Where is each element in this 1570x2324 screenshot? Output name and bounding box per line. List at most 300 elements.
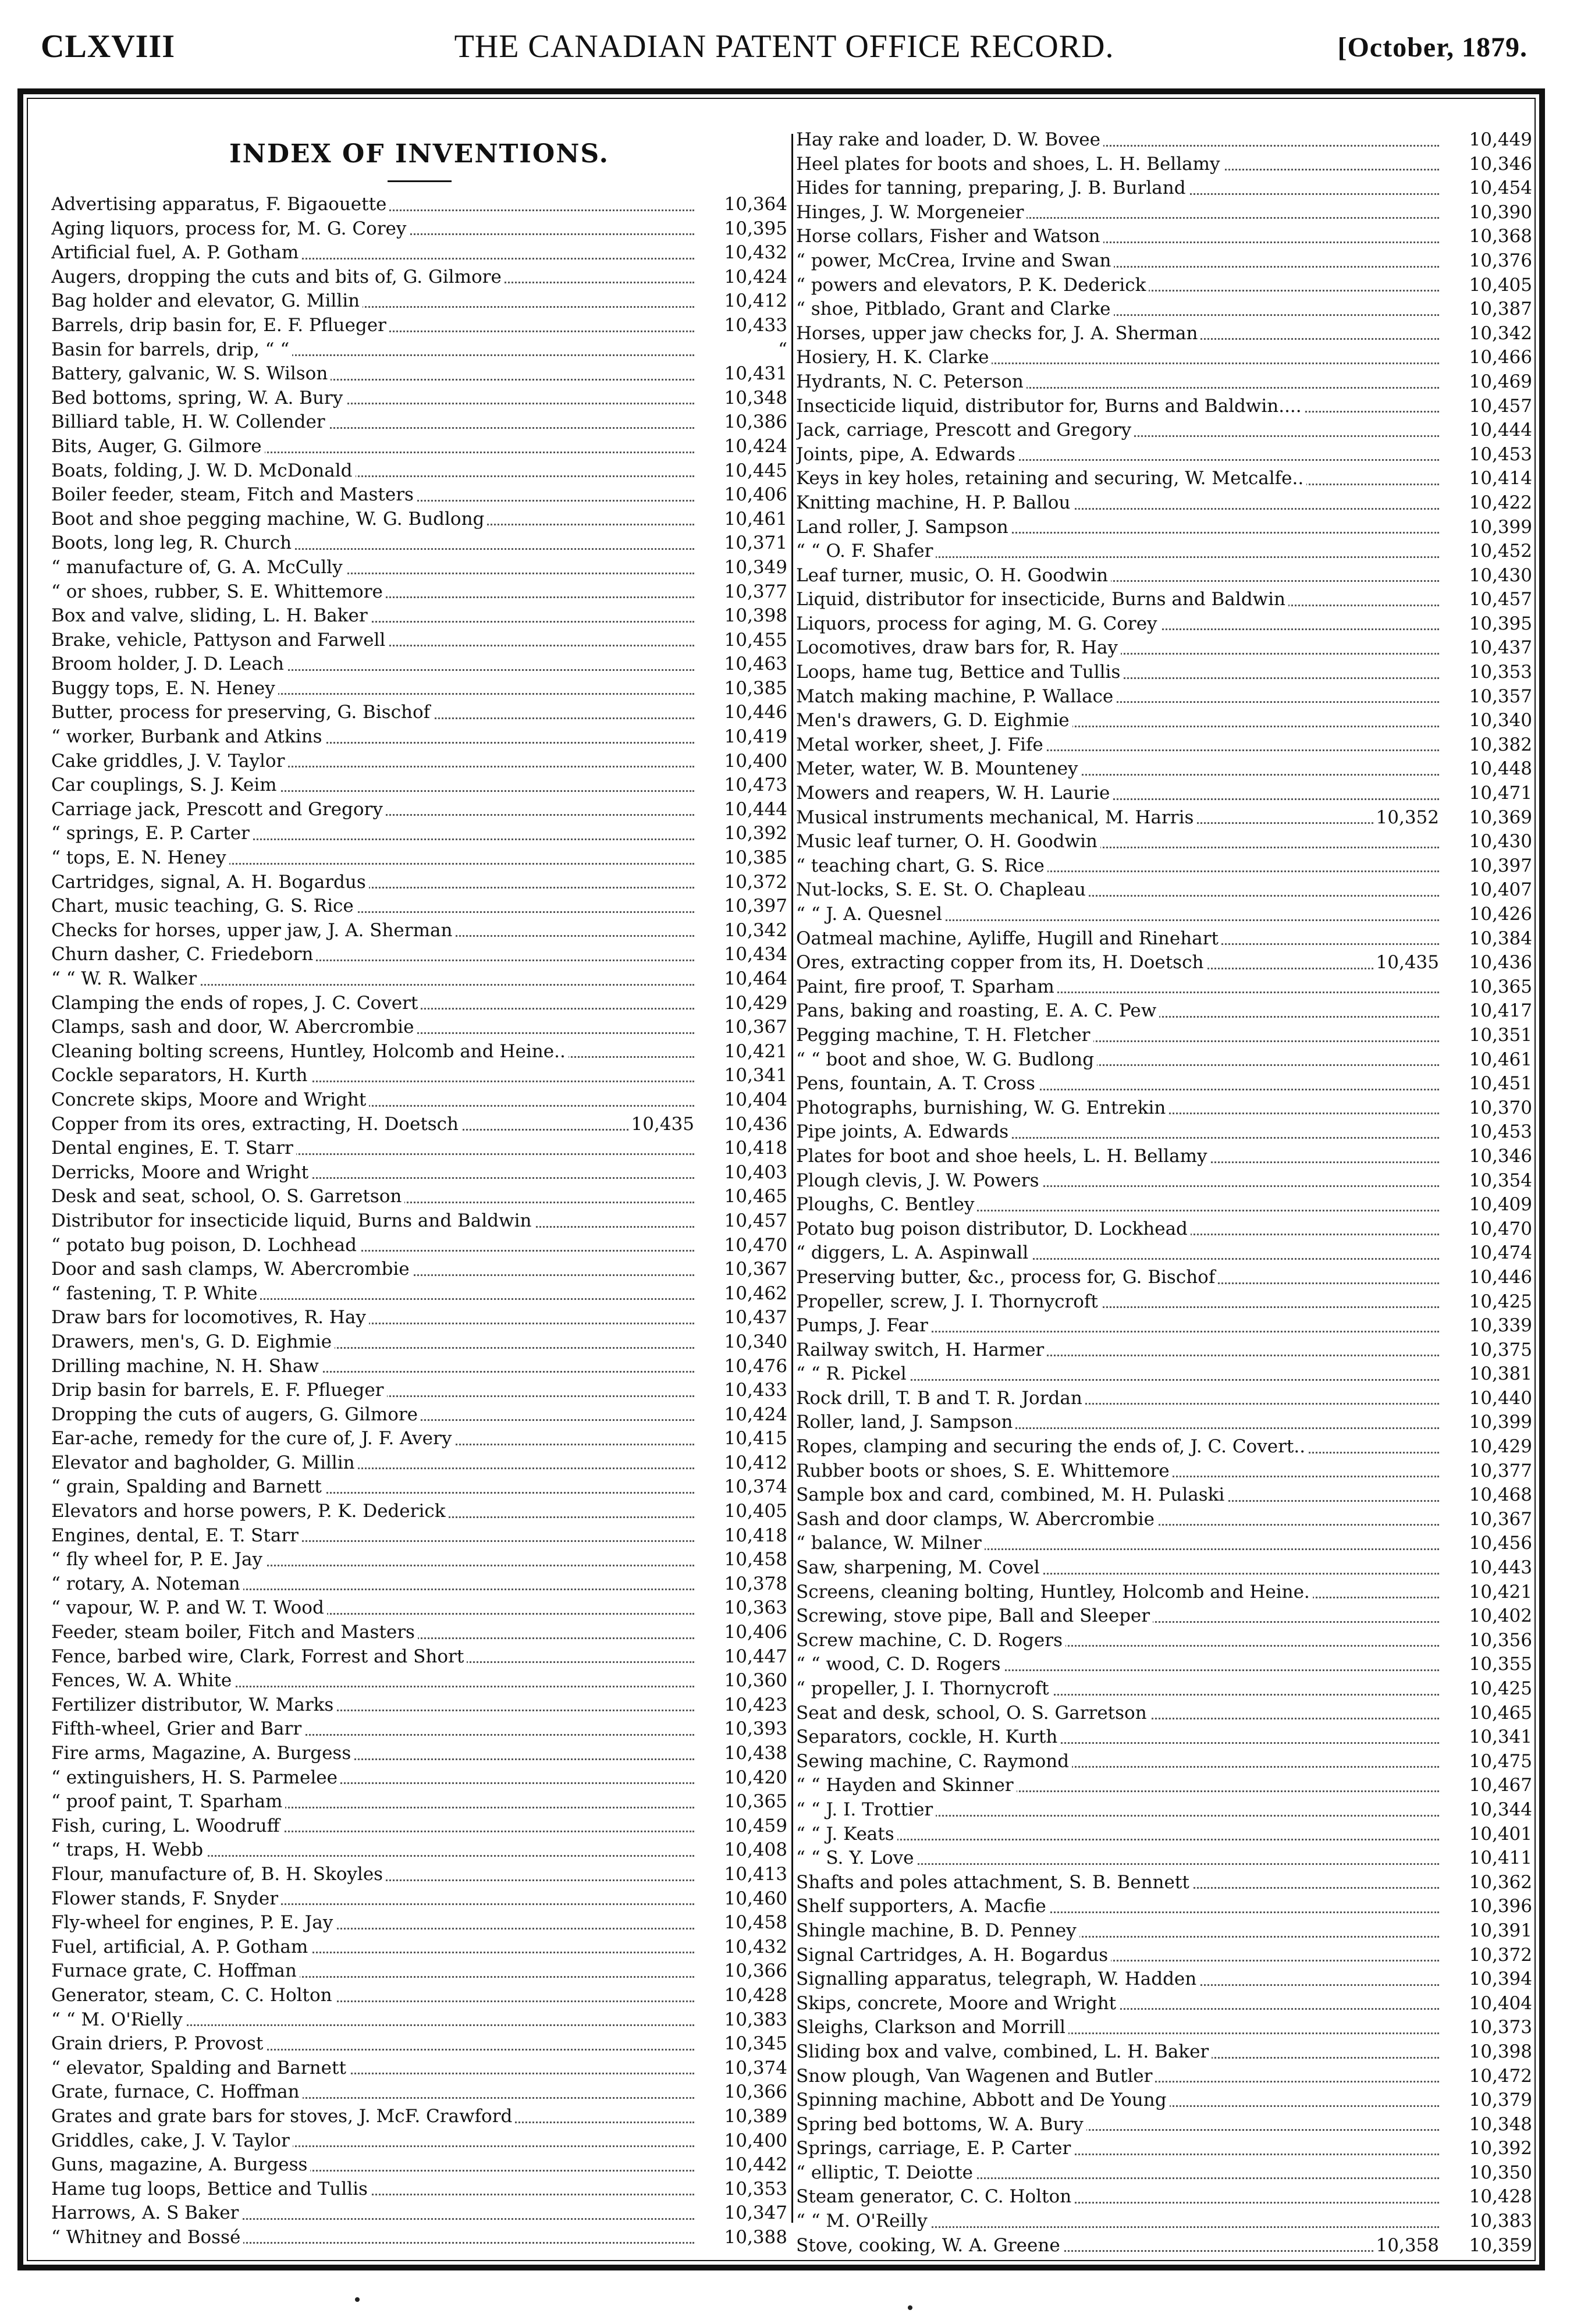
entry-title: Spring bed bottoms, W. A. Bury <box>796 2114 1086 2135</box>
entry-patent-number: 10,430 <box>1443 830 1532 854</box>
index-entry <box>796 612 1532 637</box>
index-entry <box>51 483 787 507</box>
entry-patent-number: 10,423 <box>698 1693 787 1718</box>
entry-patent-number: 10,448 <box>1443 757 1532 781</box>
entry-patent-number: 10,472 <box>1443 2064 1532 2089</box>
entry-patent-number: 10,414 <box>1443 467 1532 491</box>
index-entry <box>51 362 787 386</box>
entry-title: Ores, extracting copper from its, H. Doetsch <box>796 952 1206 973</box>
index-entry <box>51 2008 787 2032</box>
entry-title: Flower stands, F. Snyder <box>51 1888 281 1909</box>
entry-title: “ “ M. O'Reilly <box>796 2211 930 2231</box>
entry-patent-number: 10,413 <box>698 1863 787 1887</box>
index-entry <box>51 798 787 822</box>
index-entry <box>796 1871 1532 1895</box>
index-entry <box>796 225 1532 249</box>
entry-patent-number: 10,350 <box>1443 2161 1532 2186</box>
entry-patent-number: 10,433 <box>698 314 787 338</box>
publication-title: THE CANADIAN PATENT OFFICE RECORD. <box>454 29 1114 65</box>
entry-title: Checks for horses, upper jaw, J. A. Sherman <box>51 920 455 941</box>
entry-title: Separators, cockle, H. Kurth <box>796 1726 1060 1747</box>
entry-title: “ “ O. F. Shafer <box>796 541 936 562</box>
entry-patent-number: 10,428 <box>1443 2185 1532 2209</box>
index-entry <box>796 685 1532 709</box>
index-entry <box>51 725 787 749</box>
entry-title: “ springs, E. P. Carter <box>51 823 253 844</box>
index-entry <box>51 2201 787 2226</box>
entry-title: Churn dasher, C. Friedeborn <box>51 944 316 965</box>
entry-patent-number: 10,418 <box>698 1524 787 1548</box>
index-entry <box>51 1621 787 1645</box>
entry-title: Potato bug poison distributor, D. Lockhead <box>796 1218 1191 1239</box>
entry-patent-number: 10,357 <box>1443 685 1532 709</box>
issue-date: [October, 1879. <box>1337 32 1528 63</box>
index-entry <box>51 1161 787 1185</box>
page-number: CLXVIII <box>41 29 176 65</box>
index-entry <box>796 1750 1532 1774</box>
index-entry <box>796 2137 1532 2161</box>
index-entry <box>796 152 1532 177</box>
entry-title: Flour, manufacture of, B. H. Skoyles <box>51 1864 386 1885</box>
entry-title: Sliding box and valve, combined, L. H. Baker <box>796 2041 1212 2062</box>
entry-patent-number: 10,476 <box>698 1355 787 1379</box>
index-entry <box>51 2105 787 2129</box>
entry-title: Fuel, artificial, A. P. Gotham <box>51 1936 311 1957</box>
index-entry <box>796 1701 1532 1726</box>
entry-patent-number: 10,400 <box>698 749 787 774</box>
entry-title: Barrels, drip basin for, E. F. Pflueger <box>51 315 389 336</box>
entry-patent-number: 10,351 <box>1443 1024 1532 1048</box>
entry-title: Seat and desk, school, O. S. Garretson <box>796 1703 1150 1724</box>
entry-patent-number: 10,445 <box>698 459 787 484</box>
index-entry <box>51 1742 787 1766</box>
right-column <box>796 128 1532 2258</box>
index-entry <box>796 370 1532 395</box>
index-entry <box>796 1266 1532 1290</box>
entry-title: “ “ wood, C. D. Rogers <box>796 1654 1004 1675</box>
entry-patent-number: 10,412 <box>698 1451 787 1476</box>
entry-title: “ Whitney and Bossé <box>51 2227 243 2248</box>
entry-patent-number: 10,428 <box>698 1984 787 2008</box>
entry-patent-number: 10,406 <box>698 483 787 507</box>
index-entry <box>796 927 1532 951</box>
index-entry <box>51 1064 787 1088</box>
entry-patent-number: 10,446 <box>698 701 787 725</box>
entry-patent-number: 10,463 <box>698 652 787 677</box>
entry-title: Ploughs, C. Bentley <box>796 1194 977 1215</box>
entry-title: Desk and seat, school, O. S. Garretson <box>51 1186 404 1207</box>
entry-patent-number: 10,419 <box>698 725 787 749</box>
entry-patent-number: 10,421 <box>1443 1580 1532 1605</box>
entry-patent-number: 10,440 <box>1443 1387 1532 1411</box>
entry-patent-number: 10,462 <box>698 1282 787 1306</box>
index-entry <box>51 628 787 653</box>
entry-patent-number: 10,442 <box>698 2153 787 2177</box>
index-entry <box>51 1257 787 1282</box>
entry-title: Sleighs, Clarkson and Morrill <box>796 2017 1068 2038</box>
index-entry <box>796 539 1532 564</box>
index-entry <box>796 2161 1532 2186</box>
entry-patent-number: 10,425 <box>1443 1677 1532 1701</box>
entry-title: Saw, sharpening, M. Covel <box>796 1557 1043 1578</box>
entry-patent-number: 10,415 <box>698 1427 787 1451</box>
entry-patent-number: 10,369 <box>1443 806 1532 830</box>
left-entries <box>51 193 787 2250</box>
entry-title: Aging liquors, process for, M. G. Corey <box>51 218 409 239</box>
index-entry <box>51 1234 787 1258</box>
index-entry <box>796 1508 1532 1532</box>
index-entry <box>796 1895 1532 1919</box>
index-entry <box>796 176 1532 201</box>
entry-title: Drawers, men's, G. D. Eighmie <box>51 1331 335 1352</box>
entry-patent-number: 10,461 <box>1443 1048 1532 1072</box>
entry-title: Preserving butter, &c., process for, G. Bischof <box>796 1267 1218 1288</box>
index-entry <box>796 1580 1532 1605</box>
entry-patent-number: 10,436 <box>698 1113 787 1137</box>
index-entry <box>51 1814 787 1839</box>
entry-title: Oatmeal machine, Ayliffe, Hugill and Rinehart <box>796 928 1221 949</box>
entry-title: Fifth-wheel, Grier and Barr <box>51 1718 304 1739</box>
entry-patent-number: 10,421 <box>698 1040 787 1064</box>
entry-patent-number: 10,367 <box>1443 1508 1532 1532</box>
entry-title: “ elevator, Spalding and Barnett <box>51 2058 349 2078</box>
entry-title: Joints, pipe, A. Edwards <box>796 444 1018 465</box>
index-entry <box>51 1330 787 1355</box>
entry-title: Paint, fire proof, T. Sparham <box>796 976 1057 997</box>
entry-title: Insecticide liquid, distributor for, Burns and Baldwin.... <box>796 396 1305 417</box>
index-entry <box>51 1209 787 1234</box>
entry-title: Fence, barbed wire, Clark, Forrest and Short <box>51 1646 467 1667</box>
entry-title: Mowers and reapers, W. H. Laurie <box>796 783 1113 804</box>
entry-title: Knitting machine, H. P. Ballou <box>796 492 1073 513</box>
index-entry <box>51 289 787 314</box>
entry-title: Engines, dental, E. T. Starr <box>51 1525 301 1546</box>
entry-patent-number: 10,433 <box>698 1378 787 1403</box>
index-entry <box>796 1314 1532 1338</box>
entry-patent-number: 10,390 <box>1443 201 1532 225</box>
entry-patent-number: 10,475 <box>1443 1750 1532 1774</box>
index-entry <box>796 297 1532 322</box>
index-entry <box>51 652 787 677</box>
entry-title: Hinges, J. W. Morgeneier <box>796 202 1026 223</box>
entry-patent-number: 10,366 <box>698 2080 787 2105</box>
entry-title: Cockle separators, H. Kurth <box>51 1065 311 1086</box>
index-entry <box>796 1556 1532 1580</box>
index-entry <box>51 1645 787 1669</box>
index-entry <box>51 2032 787 2056</box>
entry-patent-number: 10,370 <box>1443 1096 1532 1121</box>
entry-title: Musical instruments mechanical, M. Harris <box>796 807 1196 828</box>
index-entry <box>796 2016 1532 2040</box>
inner-border <box>27 98 1536 2261</box>
index-entry <box>51 580 787 605</box>
index-entry <box>796 1629 1532 1653</box>
entry-title: Boats, folding, J. W. D. McDonald <box>51 460 356 481</box>
entry-title: Dental engines, E. T. Starr <box>51 1138 296 1159</box>
index-entry <box>796 1919 1532 1943</box>
entry-title: Pipe joints, A. Edwards <box>796 1121 1011 1142</box>
index-entry <box>796 491 1532 516</box>
entry-patent-number: 10,457 <box>698 1209 787 1234</box>
index-entry <box>796 1653 1532 1677</box>
entry-title: “ “ J. A. Quesnel <box>796 904 945 925</box>
entry-patent-number: 10,437 <box>1443 636 1532 660</box>
entry-title: “ fastening, T. P. White <box>51 1283 260 1304</box>
entry-title: Men's drawers, G. D. Eighmie <box>796 710 1072 731</box>
entry-title: “ vapour, W. P. and W. T. Wood <box>51 1597 327 1618</box>
entry-patent-number: 10,444 <box>698 798 787 822</box>
index-entry <box>51 1355 787 1379</box>
index-entry <box>796 854 1532 879</box>
entry-patent-number: 10,360 <box>698 1669 787 1693</box>
entry-patent-number: 10,366 <box>698 1959 787 1984</box>
index-entry <box>796 395 1532 419</box>
index-entry <box>51 386 787 411</box>
entry-patent-number: 10,424 <box>698 265 787 290</box>
entry-patent-number: 10,437 <box>698 1306 787 1330</box>
entry-patent-number: 10,461 <box>698 507 787 532</box>
entry-title: Plough clevis, J. W. Powers <box>796 1170 1042 1191</box>
index-entry <box>51 1088 787 1113</box>
entry-patent-number: 10,464 <box>698 967 787 992</box>
index-entry <box>51 1863 787 1887</box>
entry-patent-number: 10,469 <box>1443 370 1532 395</box>
index-entry <box>51 1113 787 1137</box>
entry-title: Hides for tanning, preparing, J. B. Burland <box>796 177 1189 198</box>
index-entry <box>796 2185 1532 2209</box>
index-entry <box>796 1822 1532 1847</box>
entry-patent-number: 10,340 <box>698 1330 787 1355</box>
entry-patent-number: 10,371 <box>698 531 787 556</box>
right-entries <box>796 128 1532 2258</box>
entry-patent-number: 10,340 <box>1443 709 1532 733</box>
entry-title: “ shoe, Pitblado, Grant and Clarke <box>796 299 1114 319</box>
index-entry <box>796 1193 1532 1217</box>
entry-patent-number: 10,453 <box>1443 1120 1532 1145</box>
entry-title: Generator, steam, C. C. Holton <box>51 1985 335 2006</box>
index-entry <box>51 1306 787 1330</box>
entry-patent-number: 10,393 <box>698 1717 787 1742</box>
entry-patent-number: 10,353 <box>1443 660 1532 685</box>
index-entry <box>796 1459 1532 1484</box>
entry-patent-number: 10,466 <box>1443 346 1532 370</box>
index-entry <box>796 1362 1532 1387</box>
entry-patent-number: 10,355 <box>1443 1653 1532 1677</box>
index-entry <box>51 1717 787 1742</box>
index-entry <box>796 2064 1532 2089</box>
entry-title: Snow plough, Van Wagenen and Butler <box>796 2066 1155 2087</box>
entry-title: Chart, music teaching, G. S. Rice <box>51 896 357 916</box>
entry-patent-number: 10,353 <box>698 2177 787 2202</box>
index-entry <box>51 677 787 701</box>
entry-title: Pens, fountain, A. T. Cross <box>796 1073 1038 1094</box>
index-entry <box>51 1451 787 1476</box>
index-entry <box>796 2209 1532 2234</box>
index-entry <box>796 951 1532 975</box>
entry-title: Drilling machine, N. H. Shaw <box>51 1356 322 1377</box>
index-entry <box>796 1725 1532 1750</box>
entry-patent-number: 10,429 <box>698 992 787 1016</box>
entry-patent-number: 10,372 <box>1443 1943 1532 1968</box>
index-entry <box>51 531 787 556</box>
index-entry <box>796 757 1532 781</box>
entry-patent-number: 10,452 <box>1443 539 1532 564</box>
index-entry <box>796 2113 1532 2137</box>
entry-patent-number: 10,391 <box>1443 1919 1532 1943</box>
index-entry <box>796 128 1532 152</box>
index-entry <box>796 2234 1532 2258</box>
entry-title: Ear-ache, remedy for the cure of, J. F. Avery <box>51 1428 454 1449</box>
entry-title: Hay rake and loader, D. W. Bovee <box>796 129 1103 150</box>
entry-title: Signal Cartridges, A. H. Bogardus <box>796 1945 1111 1966</box>
index-entry <box>796 443 1532 467</box>
index-entry <box>51 1693 787 1718</box>
index-entry <box>51 749 787 774</box>
entry-patent-number: 10,378 <box>698 1572 787 1597</box>
entry-patent-number: 10,379 <box>1443 2088 1532 2113</box>
index-entry <box>51 701 787 725</box>
entry-patent-number: 10,348 <box>1443 2113 1532 2137</box>
index-entry <box>51 1378 787 1403</box>
entry-patent-number: 10,460 <box>698 1887 787 1911</box>
entry-title: “ grain, Spalding and Barnett <box>51 1476 325 1497</box>
entry-patent-number: 10,434 <box>698 943 787 967</box>
entry-title: “ rotary, A. Noteman <box>51 1573 243 1594</box>
entry-title: “ “ W. R. Walker <box>51 968 200 989</box>
column-divider <box>791 134 793 2223</box>
entry-patent-number: 10,383 <box>1443 2209 1532 2234</box>
entry-patent-number: 10,367 <box>698 1257 787 1282</box>
index-entry <box>51 943 787 967</box>
index-entry <box>796 999 1532 1024</box>
entry-title: Feeder, steam boiler, Fitch and Masters <box>51 1622 418 1643</box>
entry-title: Guns, magazine, A. Burgess <box>51 2154 310 2175</box>
entry-patent-number: 10,395 <box>1443 612 1532 637</box>
index-entry <box>51 435 787 459</box>
entry-secondary-number: 10,435 <box>629 1113 694 1137</box>
entry-patent-number: 10,348 <box>698 386 787 411</box>
entry-patent-number: 10,385 <box>698 846 787 870</box>
entry-title: Liquors, process for aging, M. G. Corey <box>796 613 1160 634</box>
index-entry <box>51 870 787 895</box>
entry-patent-number: 10,386 <box>698 410 787 435</box>
entry-title: Screens, cleaning bolting, Huntley, Holcomb and Heine. <box>796 1582 1313 1602</box>
entry-patent-number: 10,436 <box>1443 951 1532 975</box>
entry-title: Distributor for insecticide liquid, Burns and Baldwin <box>51 1210 534 1231</box>
entry-title: Clamping the ends of ropes, J. C. Covert <box>51 993 421 1014</box>
entry-secondary-number: 10,358 <box>1374 2234 1439 2258</box>
entry-title: Match making machine, P. Wallace <box>796 686 1116 707</box>
entry-patent-number: 10,425 <box>1443 1290 1532 1314</box>
index-entry <box>796 1024 1532 1048</box>
entry-patent-number: 10,368 <box>1443 225 1532 249</box>
index-entry <box>51 2153 787 2177</box>
entry-patent-number: 10,429 <box>1443 1435 1532 1459</box>
entry-title: Door and sash clamps, W. Abercrombie <box>51 1259 413 1280</box>
entry-title: Advertising apparatus, F. Bigaouette <box>51 194 389 215</box>
index-entry <box>51 1838 787 1863</box>
entry-title: Derricks, Moore and Wright <box>51 1162 311 1183</box>
entry-title: Cake griddles, J. V. Taylor <box>51 751 287 772</box>
entry-title: Loops, hame tug, Bettice and Tullis <box>796 662 1123 683</box>
entry-title: Bag holder and elevator, G. Millin <box>51 290 363 311</box>
entry-title: Broom holder, J. D. Leach <box>51 653 287 674</box>
entry-title: Furnace grate, C. Hoffman <box>51 1960 300 1981</box>
entry-title: Augers, dropping the cuts and bits of, G. Gilmore <box>51 266 505 287</box>
entry-patent-number: 10,398 <box>1443 2040 1532 2064</box>
left-column <box>51 128 787 2250</box>
entry-title: Box and valve, sliding, L. H. Baker <box>51 605 371 626</box>
index-entry <box>796 1241 1532 1266</box>
entry-patent-number: 10,465 <box>1443 1701 1532 1726</box>
entry-patent-number: 10,424 <box>698 1403 787 1427</box>
index-entry <box>796 418 1532 443</box>
index-entry <box>51 1984 787 2008</box>
index-entry <box>796 467 1532 491</box>
entry-title: Butter, process for preserving, G. Bischof <box>51 702 433 723</box>
entry-title: Carriage jack, Prescott and Gregory <box>51 799 386 820</box>
index-entry <box>51 1596 787 1621</box>
entry-title: Signalling apparatus, telegraph, W. Hadden <box>796 1968 1199 1989</box>
entry-patent-number: 10,418 <box>698 1136 787 1161</box>
entry-patent-number: 10,384 <box>1443 927 1532 951</box>
entry-title: Sewing machine, C. Raymond <box>796 1751 1072 1772</box>
index-entry <box>796 2040 1532 2064</box>
index-entry <box>796 588 1532 612</box>
entry-patent-number: 10,385 <box>698 677 787 701</box>
index-entry <box>796 1217 1532 1242</box>
entry-patent-number: 10,381 <box>1443 1362 1532 1387</box>
entry-patent-number: 10,470 <box>698 1234 787 1258</box>
entry-title: “ power, McCrea, Irvine and Swan <box>796 250 1114 271</box>
entry-title: Railway switch, H. Harmer <box>796 1339 1047 1360</box>
entry-title: Skips, concrete, Moore and Wright <box>796 1993 1119 2014</box>
entry-title: Hame tug loops, Bettice and Tullis <box>51 2179 371 2199</box>
index-entry <box>796 1169 1532 1193</box>
entry-title: “ extinguishers, H. S. Parmelee <box>51 1767 340 1788</box>
entry-title: Grates and grate bars for stoves, J. McF. Crawford <box>51 2106 515 2127</box>
entry-title: Sample box and card, combined, M. H. Pulaski <box>796 1484 1227 1505</box>
entry-patent-number: 10,430 <box>1443 564 1532 588</box>
entry-patent-number: 10,459 <box>698 1814 787 1839</box>
entry-title: Photographs, burnishing, W. G. Entrekin <box>796 1097 1168 1118</box>
entry-title: Car couplings, S. J. Keim <box>51 774 280 795</box>
index-entry <box>51 1040 787 1064</box>
entry-title: “ or shoes, rubber, S. E. Whittemore <box>51 581 386 602</box>
entry-title: Propeller, screw, J. I. Thornycroft <box>796 1291 1101 1312</box>
entry-patent-number: 10,456 <box>1443 1531 1532 1556</box>
entry-patent-number: 10,375 <box>1443 1338 1532 1363</box>
entry-patent-number: 10,465 <box>698 1185 787 1209</box>
entry-patent-number: 10,458 <box>698 1911 787 1935</box>
entry-title: “ propeller, J. I. Thornycroft <box>796 1678 1052 1699</box>
entry-patent-number: 10,389 <box>698 2105 787 2129</box>
entry-title: “ “ S. Y. Love <box>796 1847 917 1868</box>
index-entry <box>796 1992 1532 2016</box>
index-entry <box>796 1604 1532 1629</box>
index-entry <box>796 1048 1532 1072</box>
entry-title: Bed bottoms, spring, W. A. Bury <box>51 388 346 408</box>
entry-title: Elevator and bagholder, G. Millin <box>51 1452 358 1473</box>
entry-patent-number: 10,457 <box>1443 588 1532 612</box>
entry-title: Concrete skips, Moore and Wright <box>51 1089 369 1110</box>
entry-title: Pegging machine, T. H. Fletcher <box>796 1025 1093 1046</box>
index-entry <box>51 1572 787 1597</box>
entry-patent-number: 10,342 <box>1443 322 1532 346</box>
entry-title: Copper from its ores, extracting, H. Doetsch <box>51 1114 461 1135</box>
entry-title: “ balance, W. Milner <box>796 1533 985 1554</box>
entry-title: “ teaching chart, G. S. Rice <box>796 855 1047 876</box>
